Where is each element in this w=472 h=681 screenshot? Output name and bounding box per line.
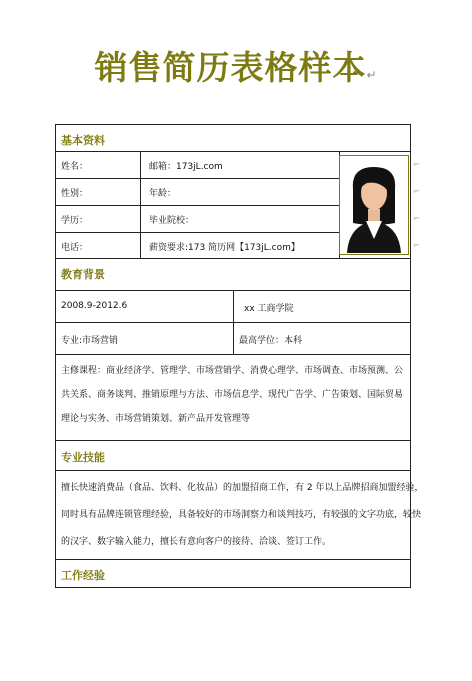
phone-label: 电话： [61, 243, 89, 253]
woman-avatar-icon [339, 155, 409, 255]
courses-line: 理论与实务、市场营销策划、新产品开发管理等 [61, 414, 251, 424]
profile-photo [339, 155, 409, 255]
row-divider [55, 151, 411, 152]
email-value: 邮箱：173jL.com [149, 162, 223, 172]
paragraph-mark-icon: ⌐ [413, 241, 420, 250]
row-divider [55, 178, 339, 179]
row-divider [55, 258, 411, 259]
courses-line: 共关系、商务谈判、推销原理与方法、市场信息学、现代广告学、广告策划、国际贸易 [61, 390, 404, 400]
section-basic-header: 基本资料 [61, 134, 105, 147]
courses-paragraph [61, 359, 403, 431]
paragraph-mark-icon: ⌐ [413, 160, 420, 169]
courses-line: 主修课程：商业经济学、管理学、市场营销学、消费心理学、市场调查、市场预测、公 [61, 366, 404, 376]
study-period: 2008.9-2012.6 [61, 301, 128, 311]
row-divider [55, 440, 411, 441]
section-education-header: 教育背景 [61, 268, 105, 281]
name-label: 姓名： [61, 162, 89, 172]
skills-line: 擅长快速消费品（食品、饮料、化妆品）的加盟招商工作，有 2 年以上品牌招商加盟经验， [61, 483, 424, 493]
school-label: 毕业院校： [149, 216, 195, 226]
section-skills-header: 专业技能 [61, 451, 105, 464]
skills-line: 的汉字、数字输入能力，擅长有意向客户的接待、洽谈、签订工作。 [61, 537, 332, 547]
row-divider [55, 232, 339, 233]
education-label: 学历： [61, 216, 89, 226]
major-value: 专业:市场营销 [61, 336, 119, 346]
col-divider [233, 290, 234, 354]
col-divider [140, 151, 141, 258]
row-divider [55, 354, 411, 355]
gender-label: 性别： [61, 189, 89, 199]
page-title: 销售简历表格样本↵ [94, 48, 378, 87]
age-label: 年龄： [149, 189, 177, 199]
salary-value: 薪资要求:173 简历网【173jL.com】 [149, 243, 300, 253]
section-work-header: 工作经验 [61, 569, 105, 582]
paragraph-mark-icon: ⌐ [413, 187, 420, 196]
skills-line: 同时具有品牌连锁管理经验，具备较好的市场洞察力和谈判技巧，有较强的文字功底，较快 [61, 510, 422, 520]
row-divider [55, 205, 339, 206]
row-divider [55, 470, 411, 471]
row-divider [55, 559, 411, 560]
degree-value: 最高学位：本科 [239, 336, 303, 346]
school-name: xx 工商学院 [244, 304, 294, 314]
skills-paragraph [61, 475, 423, 556]
paragraph-mark-icon: ⌐ [413, 214, 420, 223]
paragraph-mark-icon: ↵ [366, 68, 378, 82]
